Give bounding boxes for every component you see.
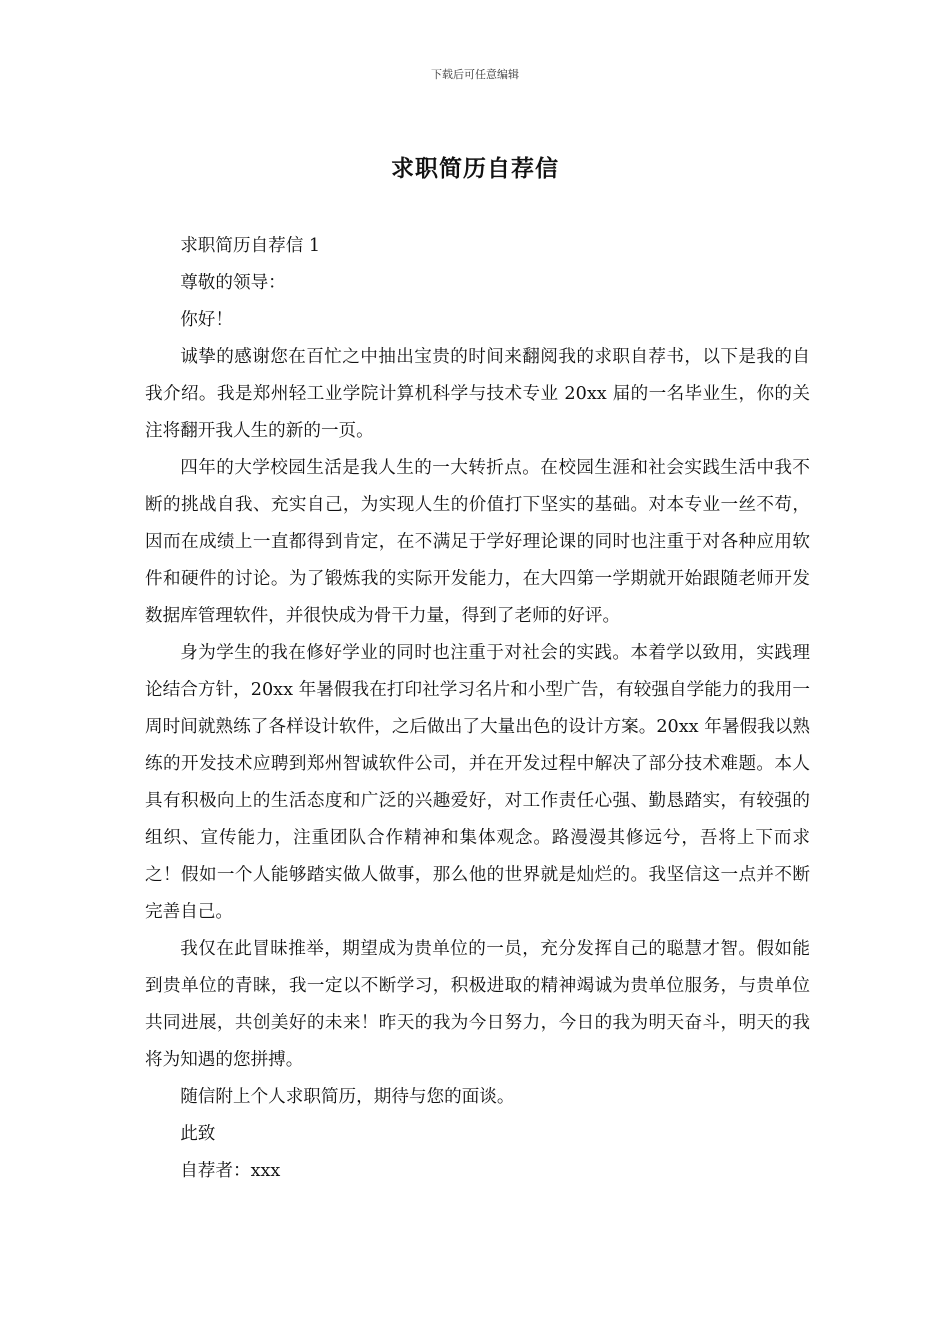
- document-title: 求职简历自荐信: [391, 155, 559, 182]
- letter-signature: 自荐者：xxx: [180, 1161, 281, 1181]
- letter-salutation: 尊敬的领导：: [180, 273, 286, 293]
- letter-closing: 此致: [180, 1124, 216, 1144]
- header-note: 下载后可任意编辑: [431, 68, 519, 81]
- letter-paragraph: 身为学生的我在修好学业的同时也注重于对社会的实践。本着学以致用，实践理论结合方针，20xx 年暑假我在打印社学习名片和小型广告，有较强自学能力的我用一周时间就熟练了各样设计软件，之后做出了大量出色的设计方案。20xx 年暑假我以熟练的开发技术应聘到郑州智诚软件公司，并在开发过程中解决了部分技术难题。本人具有积极向上的生活态度和广泛的兴趣爱好，对工作责任心强、勤恳踏实，有较强的组织、宣传能力，注重团队合作精神和集体观念。路漫漫其修远兮，吾将上下而求之！假如一个人能够踏实做人做事，那么他的世界就是灿烂的。我坚信这一点并不断完善自己。: [145, 643, 810, 922]
- letter-body: [145, 228, 810, 1190]
- letter-paragraph: 四年的大学校园生活是我人生的一大转折点。在校园生涯和社会实践生活中我不断的挑战自我、充实自己，为实现人生的价值打下坚实的基础。对本专业一丝不苟，因而在成绩上一直都得到肯定，在不满足于学好理论课的同时也注重于对各种应用软件和硬件的讨论。为了锻炼我的实际开发能力，在大四第一学期就开始跟随老师开发数据库管理软件，并很快成为骨干力量，得到了老师的好评。: [145, 458, 810, 626]
- letter-greeting: 你好！: [180, 310, 233, 330]
- letter-paragraph: 诚挚的感谢您在百忙之中抽出宝贵的时间来翻阅我的求职自荐书，以下是我的自我介绍。我是郑州轻工业学院计算机科学与技术专业 20xx 届的一名毕业生，你的关注将翻开我人生的新的一页。: [145, 347, 810, 441]
- letter-paragraph: 随信附上个人求职简历，期待与您的面谈。: [180, 1087, 515, 1107]
- letter-subtitle: 求职简历自荐信 1: [180, 236, 321, 256]
- letter-paragraph: 我仅在此冒昧推举，期望成为贵单位的一员，充分发挥自己的聪慧才智。假如能到贵单位的青睐，我一定以不断学习，积极进取的精神竭诚为贵单位服务，与贵单位共同进展，共创美好的未来！昨天的我为今日努力，今日的我为明天奋斗，明天的我将为知遇的您拼搏。: [145, 939, 810, 1070]
